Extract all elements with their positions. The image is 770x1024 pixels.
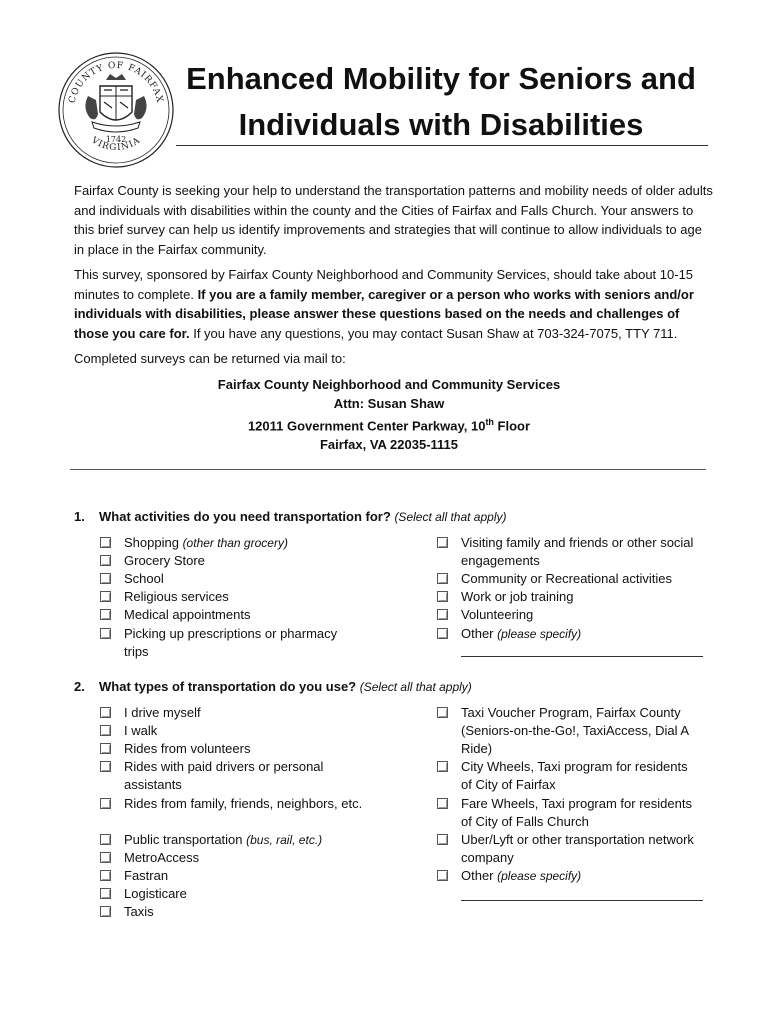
q1-other-specify-line[interactable] — [461, 656, 703, 657]
option-label: Taxis — [124, 904, 154, 920]
checkbox[interactable] — [100, 591, 111, 602]
option-label: Rides from family, friends, neighbors, etc. — [124, 795, 363, 811]
section-divider — [70, 469, 706, 470]
title-line-1: Enhanced Mobility for Seniors and — [186, 61, 696, 96]
option-label: Fastran — [124, 867, 169, 883]
address-line-4: Fairfax, VA 22035-1115 — [319, 437, 459, 453]
checkbox[interactable] — [100, 906, 111, 917]
option-label: Picking up prescriptions or pharmacy trips — [124, 625, 338, 659]
checkbox[interactable] — [437, 591, 448, 602]
option-label: Uber/Lyft or other transportation network company — [461, 831, 694, 865]
county-seal-icon — [56, 50, 176, 170]
checkbox[interactable] — [100, 834, 111, 845]
option-label: Rides from volunteers — [124, 741, 251, 757]
seal-top-text: COUNTY OF FAIRFAX — [67, 60, 165, 105]
intro-paragraph-1: Fairfax County is seeking your help to understand the transportation patterns and mobility needs of older adults and individuals with disabilities within the county and the Cities of Fairfax and Falls Church. Your answers to this brief survey can help us identify improvements and strategies that will continue to allow individuals to age in place in the Fairfax community. — [74, 183, 713, 257]
checkbox[interactable] — [100, 852, 111, 863]
question-1-number: 1. — [74, 509, 85, 524]
option-label: Medical appointments — [124, 607, 251, 623]
checkbox[interactable] — [100, 537, 111, 548]
checkbox[interactable] — [100, 707, 111, 718]
checkbox[interactable] — [437, 707, 448, 718]
option-label: Community or Recreational activities — [461, 571, 672, 587]
checkbox[interactable] — [100, 870, 111, 881]
option-label: Other (please specify) — [461, 867, 582, 883]
checkbox[interactable] — [100, 628, 111, 639]
checkbox[interactable] — [437, 870, 448, 881]
option-label: Rides with paid drivers or personal assistants — [124, 759, 324, 793]
checkbox[interactable] — [437, 628, 448, 639]
seal-bottom-text: VIRGINIA — [89, 135, 143, 154]
intro-paragraph-2 — [74, 265, 714, 343]
question-2-number: 2. — [74, 679, 85, 694]
option-label: Volunteering — [461, 607, 534, 623]
checkbox[interactable] — [100, 573, 111, 584]
option-label: Taxi Voucher Program, Fairfax County (Seniors-on-the-Go!, TaxiAccess, Dial A Ride) — [461, 705, 689, 756]
checkbox[interactable] — [100, 609, 111, 620]
seal-year: 1742 — [105, 135, 127, 144]
intro-p2-end: If you have any questions, you may contact Susan Shaw at 703-324-7075, TTY 711. — [189, 325, 678, 341]
intro-p2-bold: If you are a family member, caregiver or a person who works with seniors and/or individuals with disabilities, please answer these questions based on the needs and challenges of those you care for. — [74, 286, 694, 341]
q2-other-specify-line[interactable] — [461, 900, 703, 901]
title-divider — [176, 145, 708, 146]
option-label: Religious services — [124, 589, 229, 605]
option-label: Public transportation (bus, rail, etc.) — [124, 831, 323, 847]
checkbox[interactable] — [437, 573, 448, 584]
intro-paragraph-3: Completed surveys can be returned via mail to: — [74, 351, 346, 366]
option-label: MetroAccess — [124, 849, 200, 865]
option-label: Fare Wheels, Taxi program for residents of City of Falls Church — [461, 795, 692, 829]
checkbox[interactable] — [100, 555, 111, 566]
checkbox[interactable] — [437, 761, 448, 772]
option-label: School — [124, 571, 164, 587]
title-line-2: Individuals with Disabilities — [238, 107, 644, 142]
address-line-2: Attn: Susan Shaw — [333, 396, 445, 411]
address-line-1: Fairfax County Neighborhood and Community Services — [217, 377, 561, 392]
mailing-address — [74, 375, 704, 454]
option-label: Visiting family and friends or other social engagements — [461, 535, 694, 568]
option-label: Grocery Store — [124, 553, 205, 569]
checkbox[interactable] — [100, 725, 111, 736]
checkbox[interactable] — [437, 834, 448, 845]
option-label: City Wheels, Taxi program for residents of City of Fairfax — [461, 759, 688, 793]
checkbox[interactable] — [437, 798, 448, 809]
checkbox[interactable] — [437, 609, 448, 620]
option-label: Other (please specify) — [461, 625, 582, 641]
option-label: I walk — [124, 723, 158, 739]
option-label: Shopping (other than grocery) — [124, 535, 288, 550]
option-label: I drive myself — [124, 705, 201, 720]
checkbox[interactable] — [100, 761, 111, 772]
checkbox[interactable] — [437, 537, 448, 548]
address-line-3: 12011 Government Center Parkway, 10th Floor — [247, 417, 531, 434]
page-title — [176, 56, 706, 148]
option-label: Work or job training — [461, 589, 574, 605]
checkbox[interactable] — [100, 798, 111, 809]
checkbox[interactable] — [100, 888, 111, 899]
intro-p2-start: This survey, sponsored by Fairfax County Neighborhood and Community Services, should take about 10-15 minutes to complete. — [74, 267, 694, 302]
question-1-text: What activities do you need transportation for? (Select all that apply) — [99, 509, 507, 524]
option-label: Logisticare — [124, 886, 187, 901]
checkbox[interactable] — [100, 743, 111, 754]
question-2-text: What types of transportation do you use? (Select all that apply) — [99, 679, 472, 694]
